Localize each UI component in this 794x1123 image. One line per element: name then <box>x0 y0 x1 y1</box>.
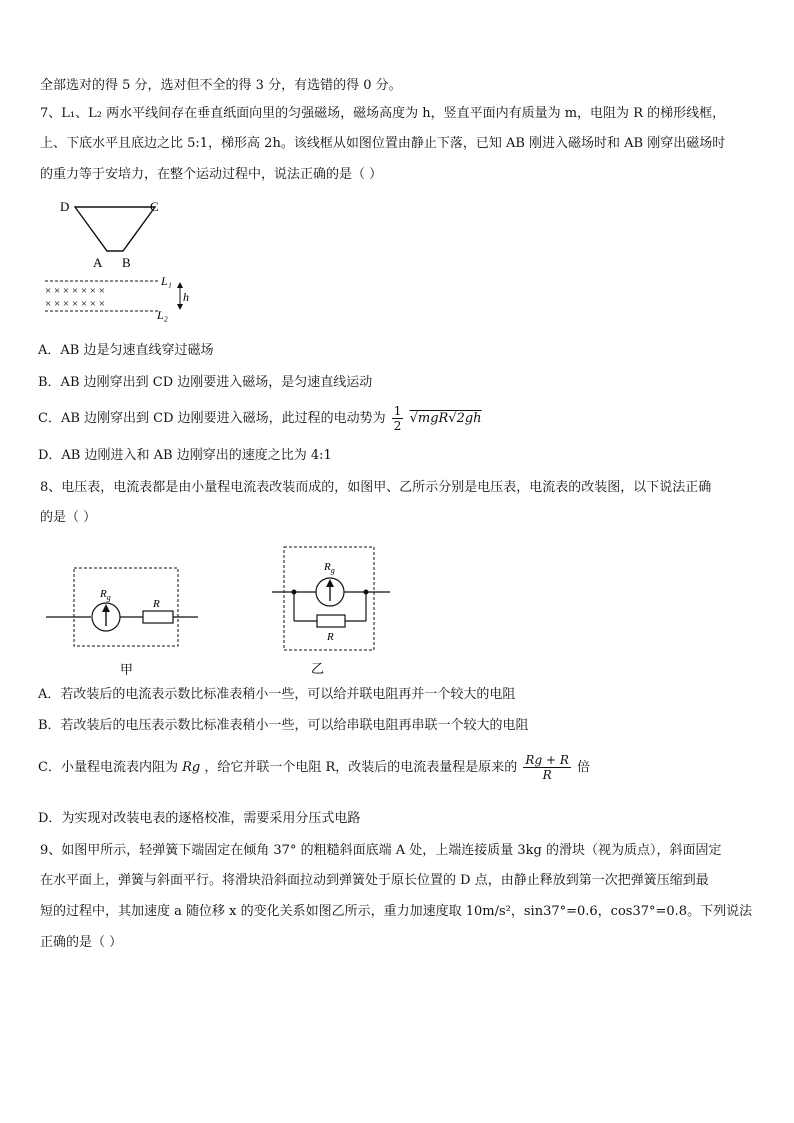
label-C: C <box>150 199 159 214</box>
magnetic-field-row2: × × × × × × × <box>45 298 105 310</box>
q8-stem-line2: 的是（ ） <box>40 510 97 525</box>
label-yi: 乙 <box>311 661 325 676</box>
fraction-denominator: R <box>542 768 552 782</box>
q8-option-c-fraction <box>523 753 570 782</box>
q7-trapezoid-figure <box>40 193 190 323</box>
magnetic-field-row1: × × × × × × × <box>45 285 105 297</box>
label-h: h <box>183 290 189 304</box>
label-R: R <box>153 598 160 610</box>
q7-stem-line3: 的重力等于安培力，在整个运动过程中，说法正确的是（ ） <box>40 167 383 182</box>
q8-ammeter-circuit-figure <box>272 545 402 680</box>
fraction-numerator: 1 <box>393 404 402 418</box>
label-R: R <box>327 631 334 643</box>
resistor-icon <box>317 615 345 627</box>
q8-voltmeter-circuit-figure <box>46 566 206 681</box>
q8-option-b: B．若改装后的电压表示数比标准表稍小一些，可以给串联电阻再串联一个较大的电阻 <box>38 718 529 733</box>
q8-stem-line1: 8、电压表，电流表都是由小量程电流表改装而成的，如图甲、乙所示分别是电压表，电流表的改装图，以下说法正确 <box>40 480 712 495</box>
trapezoid-frame <box>75 207 155 251</box>
q9-stem-line2: 在水平面上，弹簧与斜面平行。将滑块沿斜面拉动到弹簧处于原长位置的 D 点，由静止释放到第一次把弹簧压缩到最 <box>40 873 709 888</box>
q7-option-c-text: C．AB 边刚穿出到 CD 边刚要进入磁场，此过程的电动势为 <box>38 411 386 426</box>
q7-option-b: B．AB 边刚穿出到 CD 边刚要进入磁场，是匀速直线运动 <box>38 375 373 390</box>
instruction-text: 全部选对的得 5 分，选对但不全的得 3 分，有选错的得 0 分。 <box>40 78 402 93</box>
q9-stem-line3: 短的过程中，其加速度 a 随位移 x 的变化关系如图乙所示，重力加速度取 10m/s²，sin37°=0.6，cos37°=0.8。下列说法 <box>40 904 753 919</box>
q7-option-c-fraction <box>392 404 404 433</box>
q8-option-c-rg: Rg <box>182 760 201 775</box>
q7-option-c <box>38 404 482 434</box>
q8-option-c-mid: ，给它并联一个电阻 R，改装后的电流表量程是原来的 <box>204 760 518 775</box>
dashed-box-jia <box>74 568 178 646</box>
q8-option-c <box>38 750 590 786</box>
svg-text:Rg: $R_g$ <box>324 561 335 575</box>
fraction-denominator: 2 <box>393 419 402 433</box>
label-jia: 甲 <box>120 662 134 677</box>
q7-stem-line2: 上、下底水平且底边之比 5:1，梯形高 2h。该线框从如图位置由静止下落，已知 AB 刚进入磁场时和 AB 刚穿出磁场时 <box>40 136 726 151</box>
label-L2: L₂ <box>157 308 168 322</box>
label-B: B <box>122 255 131 270</box>
q7-option-d: D．AB 边刚进入和 AB 边刚穿出的速度之比为 4:1 <box>38 448 332 463</box>
fraction-numerator: Rg + R <box>525 753 569 767</box>
q8-option-a: A．若改装后的电流表示数比标准表稍小一些，可以给并联电阻再并一个较大的电阻 <box>38 687 516 702</box>
q7-option-a: A．AB 边是匀速直线穿过磁场 <box>38 343 214 358</box>
q8-option-c-post: 倍 <box>577 760 591 775</box>
svg-text:Rg: $R_g$ <box>100 588 111 602</box>
label-A: A <box>93 255 103 270</box>
label-D: D <box>60 199 70 214</box>
q8-option-d: D．为实现对改装电表的逐格校准，需要采用分压式电路 <box>38 811 361 826</box>
q9-stem-line1: 9、如图甲所示，轻弹簧下端固定在倾角 37° 的粗糙斜面底端 A 处，上端连接质量 3kg 的滑块（视为质点），斜面固定 <box>40 843 722 858</box>
q8-option-c-pre: C．小量程电流表内阻为 <box>38 760 178 775</box>
q7-stem-line1: 7、L₁、L₂ 两水平线间存在垂直纸面向里的匀强磁场，磁场高度为 h，竖直平面内有质量为 m，电阻为 R 的梯形线框， <box>40 106 726 121</box>
resistor-icon <box>143 611 173 623</box>
label-L1: L₁ <box>161 274 172 288</box>
q9-stem-line4: 正确的是（ ） <box>40 935 123 950</box>
q7-option-c-sqrt: √mgR√2gh <box>409 411 482 426</box>
